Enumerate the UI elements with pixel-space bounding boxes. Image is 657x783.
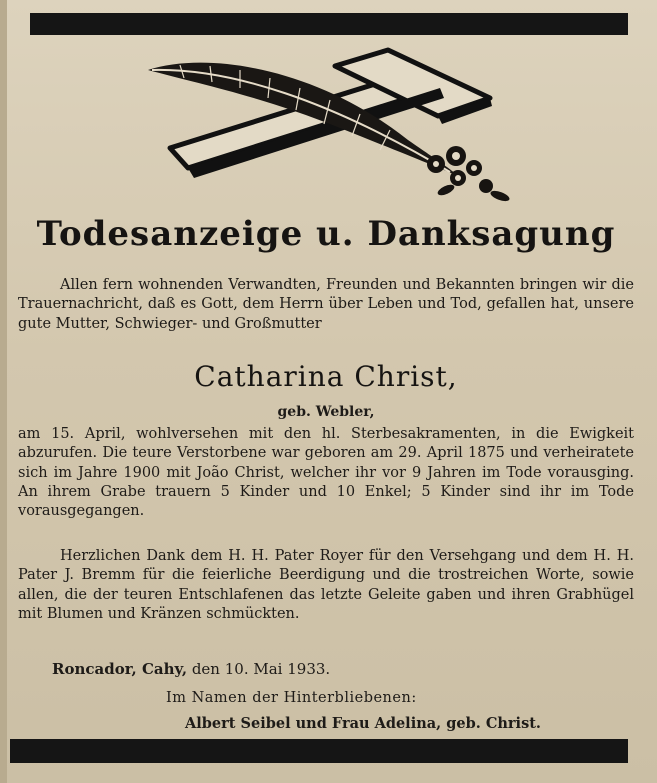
birth-name: geb. Webler,: [277, 404, 375, 420]
deceased-name: Catharina Christ,: [194, 360, 458, 393]
intro-paragraph: Allen fern wohnenden Verwandten, Freunden und Bekannten bringen wir die Trauernachricht, daß es Gott, dem Herrn über Leben und Tod, gefallen hat, unsere gute Mutter, Schwieger- und Großmutter: [18, 277, 634, 332]
place-and-date: [52, 660, 330, 678]
page-edge: [0, 0, 7, 783]
bottom-border-rule: [10, 739, 628, 763]
cross-with-quill-and-flowers-icon: [140, 40, 520, 210]
place: Roncador, Cahy,: [52, 660, 188, 678]
thanks-paragraph: Herzlichen Dank dem H. H. Pater Royer für den Versehgang und dem H. H. Pater J. Bremm für die feierliche Beerdigung und die trostreichen Worte, sowie allen, die der teuren Entschlafenen das letzte Geleite gaben und ihren Grabhügel mit Blumen und Kränzen schmückten.: [18, 548, 634, 622]
notice-heading: Todesanzeige u. Danksagung: [36, 214, 616, 254]
date: den 10. Mai 1933.: [191, 660, 331, 678]
body-paragraph: am 15. April, wohlversehen mit den hl. Sterbesakramenten, in die Ewigkeit abzurufen. Die teure Verstorbene war geboren am 29. April 1875 und verheiratete sich im Jahre 1900 mit João Christ, welcher ihr vor 9 Jahren im Tode vorausging. An ihrem Grabe trauern 5 Kinder und 10 Enkel; 5 Kinder sind ihr im Tode vorausgegangen.: [18, 426, 634, 520]
signature: Albert Seibel und Frau Adelina, geb. Christ.: [185, 715, 541, 732]
top-border-rule: [30, 13, 628, 35]
mourners-line: Im Namen der Hinterbliebenen:: [166, 690, 417, 706]
